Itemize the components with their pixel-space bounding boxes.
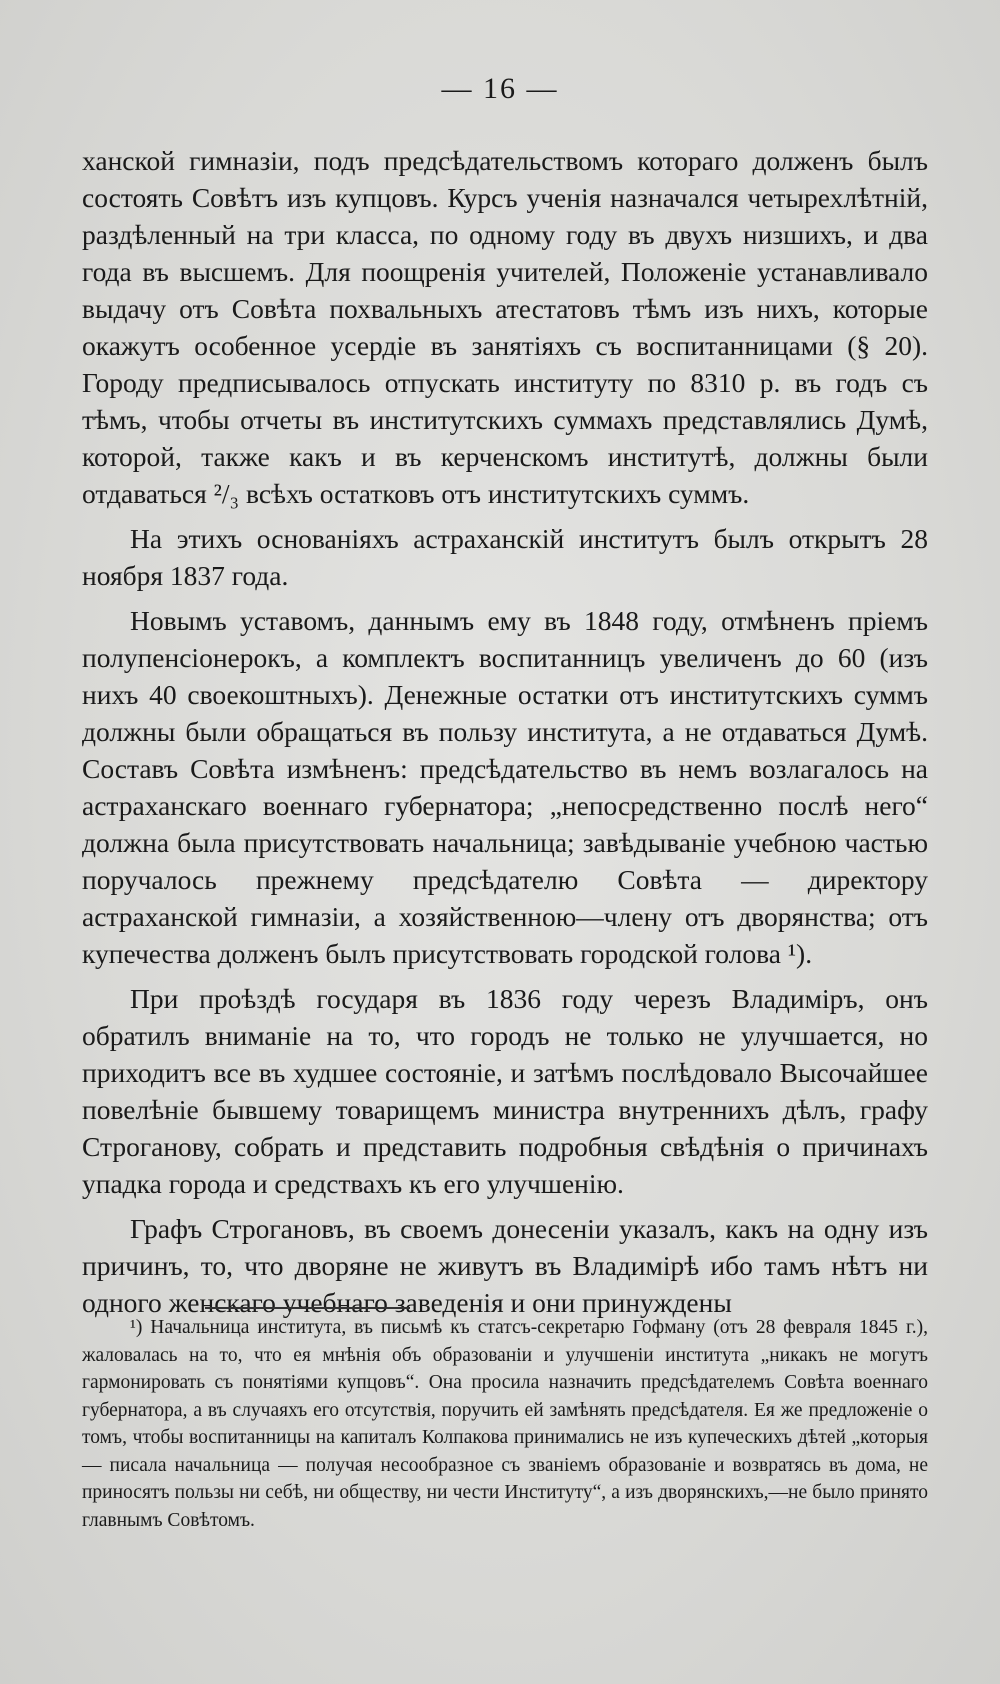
paragraph: Графъ Строгановъ, въ своемъ донесеніи указалъ, какъ на одну изъ причинъ, то, что дворяне не живутъ въ Владимірѣ ибо тамъ нѣтъ ни одного женскаго учебнаго заведенія и они принуждены: [82, 1213, 928, 1318]
footnotes: [82, 1314, 928, 1534]
paragraph: ханской гимназіи, подъ предсѣдательствомъ котораго долженъ былъ состоять Совѣтъ изъ купцовъ. Курсъ ученія назначался четырехлѣтній, раздѣленный на три класса, по одному году въ двухъ низшихъ, и два года въ высшемъ. Для поощренія учителей, Положеніе устанавливало выдачу отъ Совѣта похвальныхъ атестатовъ тѣмъ изъ нихъ, которые окажутъ особенное усердіе въ занятіяхъ съ воспитанницами (§ 20). Городу предписывалось отпускать институту по 8310 р. въ годъ съ тѣмъ, чтобы отчеты въ институтскихъ суммахъ представлялись Думѣ, которой, также какъ и въ керченскомъ институтѣ, должны были отдаваться ²/₃ всѣхъ остатковъ отъ институтскихъ суммъ.: [82, 145, 928, 509]
paragraph: На этихъ основаніяхъ астраханскій институтъ былъ открытъ 28 ноября 1837 года.: [82, 523, 928, 591]
footnote: ¹) Начальница института, въ письмѣ къ статсъ-секретарю Гофману (отъ 28 февраля 1845 г.), жаловалась на то, что ея мнѣнія объ образованіи и улучшеніи института „никакъ не могутъ гармонировать съ понятіями купцовъ“. Она просила назначить предсѣдателемъ Совѣта военнаго губернатора, а въ случаяхъ его отсутствія, поручить ей замѣнять предсѣдателя. Ея же предложеніе о томъ, чтобы воспитанницы на капиталъ Колпакова принимались не изъ купеческихъ дѣтей „которыя — писала начальница — получая несообразное съ званіемъ образованіе и возвратясь въ дома, не приносятъ пользы ни себѣ, ни обществу, ни чести Институту“, а изъ дворянскихъ,—не было принято главнымъ Совѣтомъ.: [82, 1317, 928, 1531]
page-number: — 16 —: [441, 72, 559, 105]
main-text: [82, 142, 928, 1321]
footnote-divider: [205, 1307, 410, 1309]
paragraph: Новымъ уставомъ, даннымъ ему въ 1848 году, отмѣненъ пріемъ полупенсіонерокъ, а комплектъ воспитанницъ увеличенъ до 60 (изъ нихъ 40 своекоштныхъ). Денежные остатки отъ институтскихъ суммъ должны были обращаться въ пользу института, а не отдаваться Думѣ. Составъ Совѣта измѣненъ: предсѣдательство въ немъ возлагалось на астраханскаго военнаго губернатора; „непосредственно послѣ него“ должна была присутствовать начальница; завѣдываніе учебною частью поручалось прежнему предсѣдателю Совѣта — директору астраханской гимназіи, а хозяйственною—члену отъ дворянства; отъ купечества долженъ былъ присутствовать городской голова ¹).: [82, 605, 928, 969]
paragraph: При проѣздѣ государя въ 1836 году черезъ Владиміръ, онъ обратилъ вниманіе на то, что городъ не только не улучшается, но приходитъ все въ худшее состояніе, и затѣмъ послѣдовало Высочайшее повелѣніе бывшему товарищемъ министра внутреннихъ дѣлъ, графу Строганову, собрать и представить подробныя свѣдѣнія о причинахъ упадка города и средствахъ къ его улучшенію.: [82, 983, 928, 1199]
